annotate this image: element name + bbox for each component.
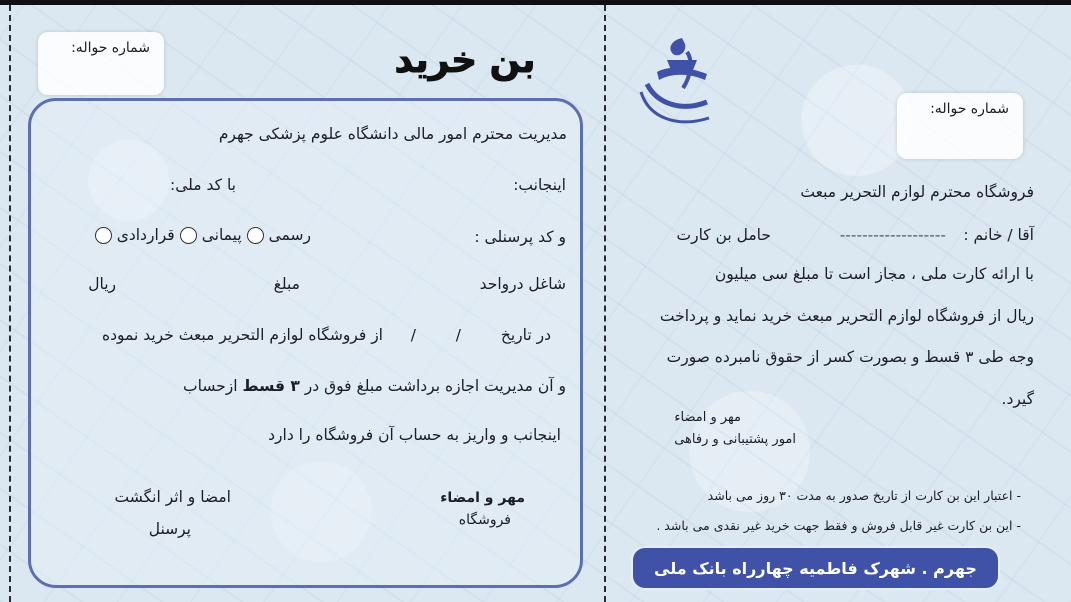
stamp-label-right: مهر و امضاء	[674, 410, 741, 425]
deposit-text: اینجانب و واریز به حساب آن فروشگاه را دارد	[268, 426, 561, 444]
perforation-middle	[604, 5, 606, 602]
radio-icon[interactable]	[180, 227, 197, 244]
rial-label: ریال	[88, 275, 116, 293]
support-dept-label: امور پشتیبانی و رفاهی	[674, 432, 796, 447]
store-address-line: فروشگاه محترم لوازم التحریر مبعث	[800, 183, 1034, 201]
ref-number-label-right: شماره حواله:	[930, 101, 1009, 117]
employed-at-label: شاغل درواحد	[479, 275, 566, 293]
personnel-code-label: و کد پرسنلی :	[474, 228, 566, 246]
option-contract: قراردادی	[116, 226, 175, 244]
store-label: فروشگاه	[458, 512, 511, 528]
holder-name-blank: -------------------	[839, 226, 946, 244]
holder-label: حامل بن کارت	[676, 226, 771, 244]
top-edge	[0, 0, 1071, 5]
university-logo-icon	[627, 30, 722, 135]
radio-icon[interactable]	[95, 227, 112, 244]
date-separator-1: /	[455, 326, 461, 344]
installments-count: ۳ قسط	[242, 377, 300, 395]
undersigned-label: اینجانب:	[513, 176, 566, 194]
body-line-3: وجه طی ۳ قسط و بصورت کسر از حقوق نامبرده صورت	[666, 348, 1034, 366]
date-separator-2: /	[410, 326, 416, 344]
store-stamp-label: مهر و امضاء	[440, 490, 525, 506]
option-contractual-pact: پیمانی	[201, 226, 242, 244]
ref-number-label: شماره حواله:	[71, 40, 150, 56]
permission-line	[183, 377, 566, 395]
ref-number-box-right[interactable]	[897, 93, 1023, 159]
address-banner	[633, 548, 998, 588]
mr-ms-label: آقا / خانم :	[963, 226, 1034, 244]
perforation-left	[9, 5, 11, 602]
radio-icon[interactable]	[247, 227, 264, 244]
personnel-sign-label: امضا و اثر انگشت	[114, 488, 231, 506]
purchase-text: از فروشگاه لوازم التحریر مبعث خرید نموده	[101, 326, 383, 344]
employment-type-options	[92, 226, 311, 244]
date-label: در تاریخ	[500, 326, 551, 344]
national-code-label: با کد ملی:	[170, 176, 236, 194]
permission-text-a: و آن مدیریت اجازه برداشت مبلغ فوق در	[304, 377, 566, 395]
addressee-line: مدیریت محترم امور مالی دانشگاه علوم پزشکی جهرم	[218, 125, 567, 143]
non-transferable-note: - این بن کارت غیر قابل فروش و فقط جهت خرید غیر نقدی می باشد .	[656, 518, 1021, 533]
amount-label: مبلغ	[273, 275, 300, 293]
ref-number-box-left[interactable]	[38, 32, 164, 95]
validity-note: - اعتبار این بن کارت از تاریخ صدور به مدت ۳۰ روز می باشد	[707, 488, 1021, 503]
body-line-4: گیرد.	[1001, 390, 1034, 408]
permission-text-b: ازحساب	[183, 377, 238, 395]
personnel-label: پرسنل	[148, 520, 191, 538]
option-official: رسمی	[268, 226, 311, 244]
voucher-title: بن خرید	[394, 40, 536, 81]
body-line-1: با ارائه کارت ملی ، مجاز است تا مبلغ سی میلیون	[714, 265, 1034, 283]
address-text: جهرم . شهرک فاطمیه چهارراه بانک ملی	[654, 558, 977, 578]
body-line-2: ریال از فروشگاه لوازم التحریر مبعث خرید نماید و پرداخت	[659, 307, 1034, 325]
